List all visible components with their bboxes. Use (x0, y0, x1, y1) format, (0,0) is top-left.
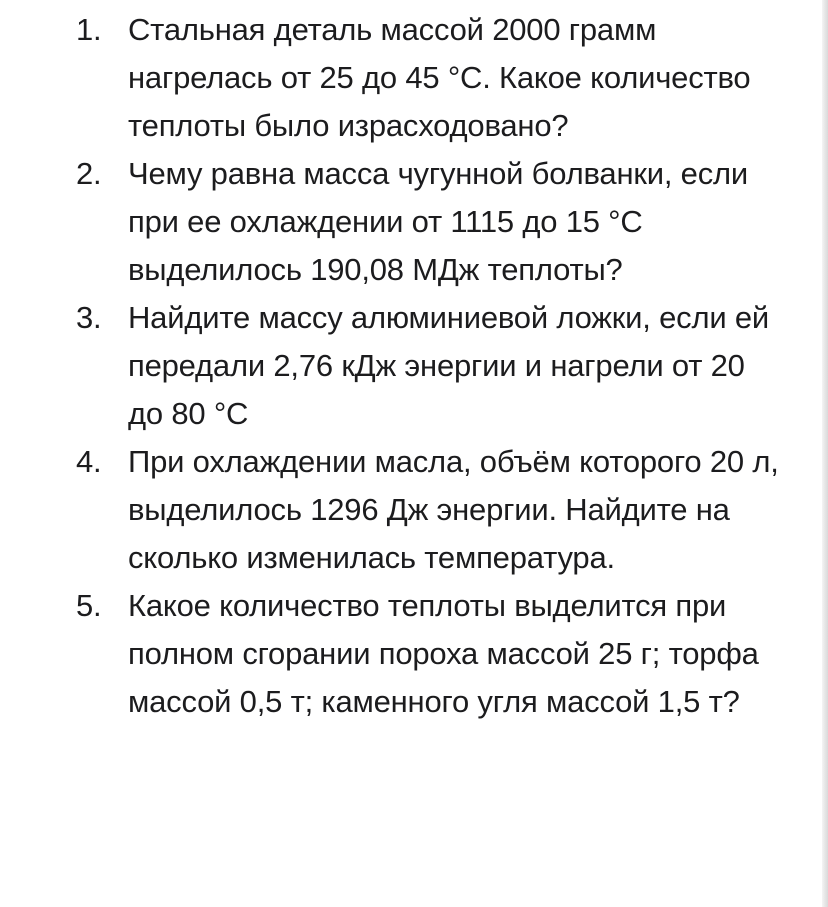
problem-item-1 (0, 6, 800, 150)
problem-number: 5. (76, 588, 102, 623)
problem-number: 4. (76, 444, 102, 479)
problem-item-5 (0, 582, 800, 726)
problem-text: Найдите массу алюминиевой ложки, если ей передали 2,76 кДж энергии и нагрели от 20 до 80 °С (128, 300, 770, 431)
problem-number: 3. (76, 300, 102, 335)
problem-number: 2. (76, 156, 102, 191)
problem-number: 1. (76, 12, 102, 47)
problem-item-3 (0, 294, 800, 438)
problem-text: Какое количество теплоты выделится при полном сгорании пороха массой 25 г; торфа массой 0,5 т; каменного угля массой 1,5 т? (128, 588, 759, 719)
problem-item-2 (0, 150, 800, 294)
problem-text: При охлаждении масла, объём которого 20 л, выделилось 1296 Дж энергии. Найдите на сколько изменилась температура. (128, 444, 779, 575)
problem-item-4 (0, 438, 800, 582)
problem-text: Стальная деталь массой 2000 грамм нагрелась от 25 до 45 °С. Какое количество теплоты было израсходовано? (128, 12, 751, 143)
page-edge-shadow (822, 0, 828, 907)
problem-list (0, 6, 800, 726)
problem-text: Чему равна масса чугунной болванки, если при ее охлаждении от 1115 до 15 °С выделилось 190,08 МДж теплоты? (128, 156, 749, 287)
